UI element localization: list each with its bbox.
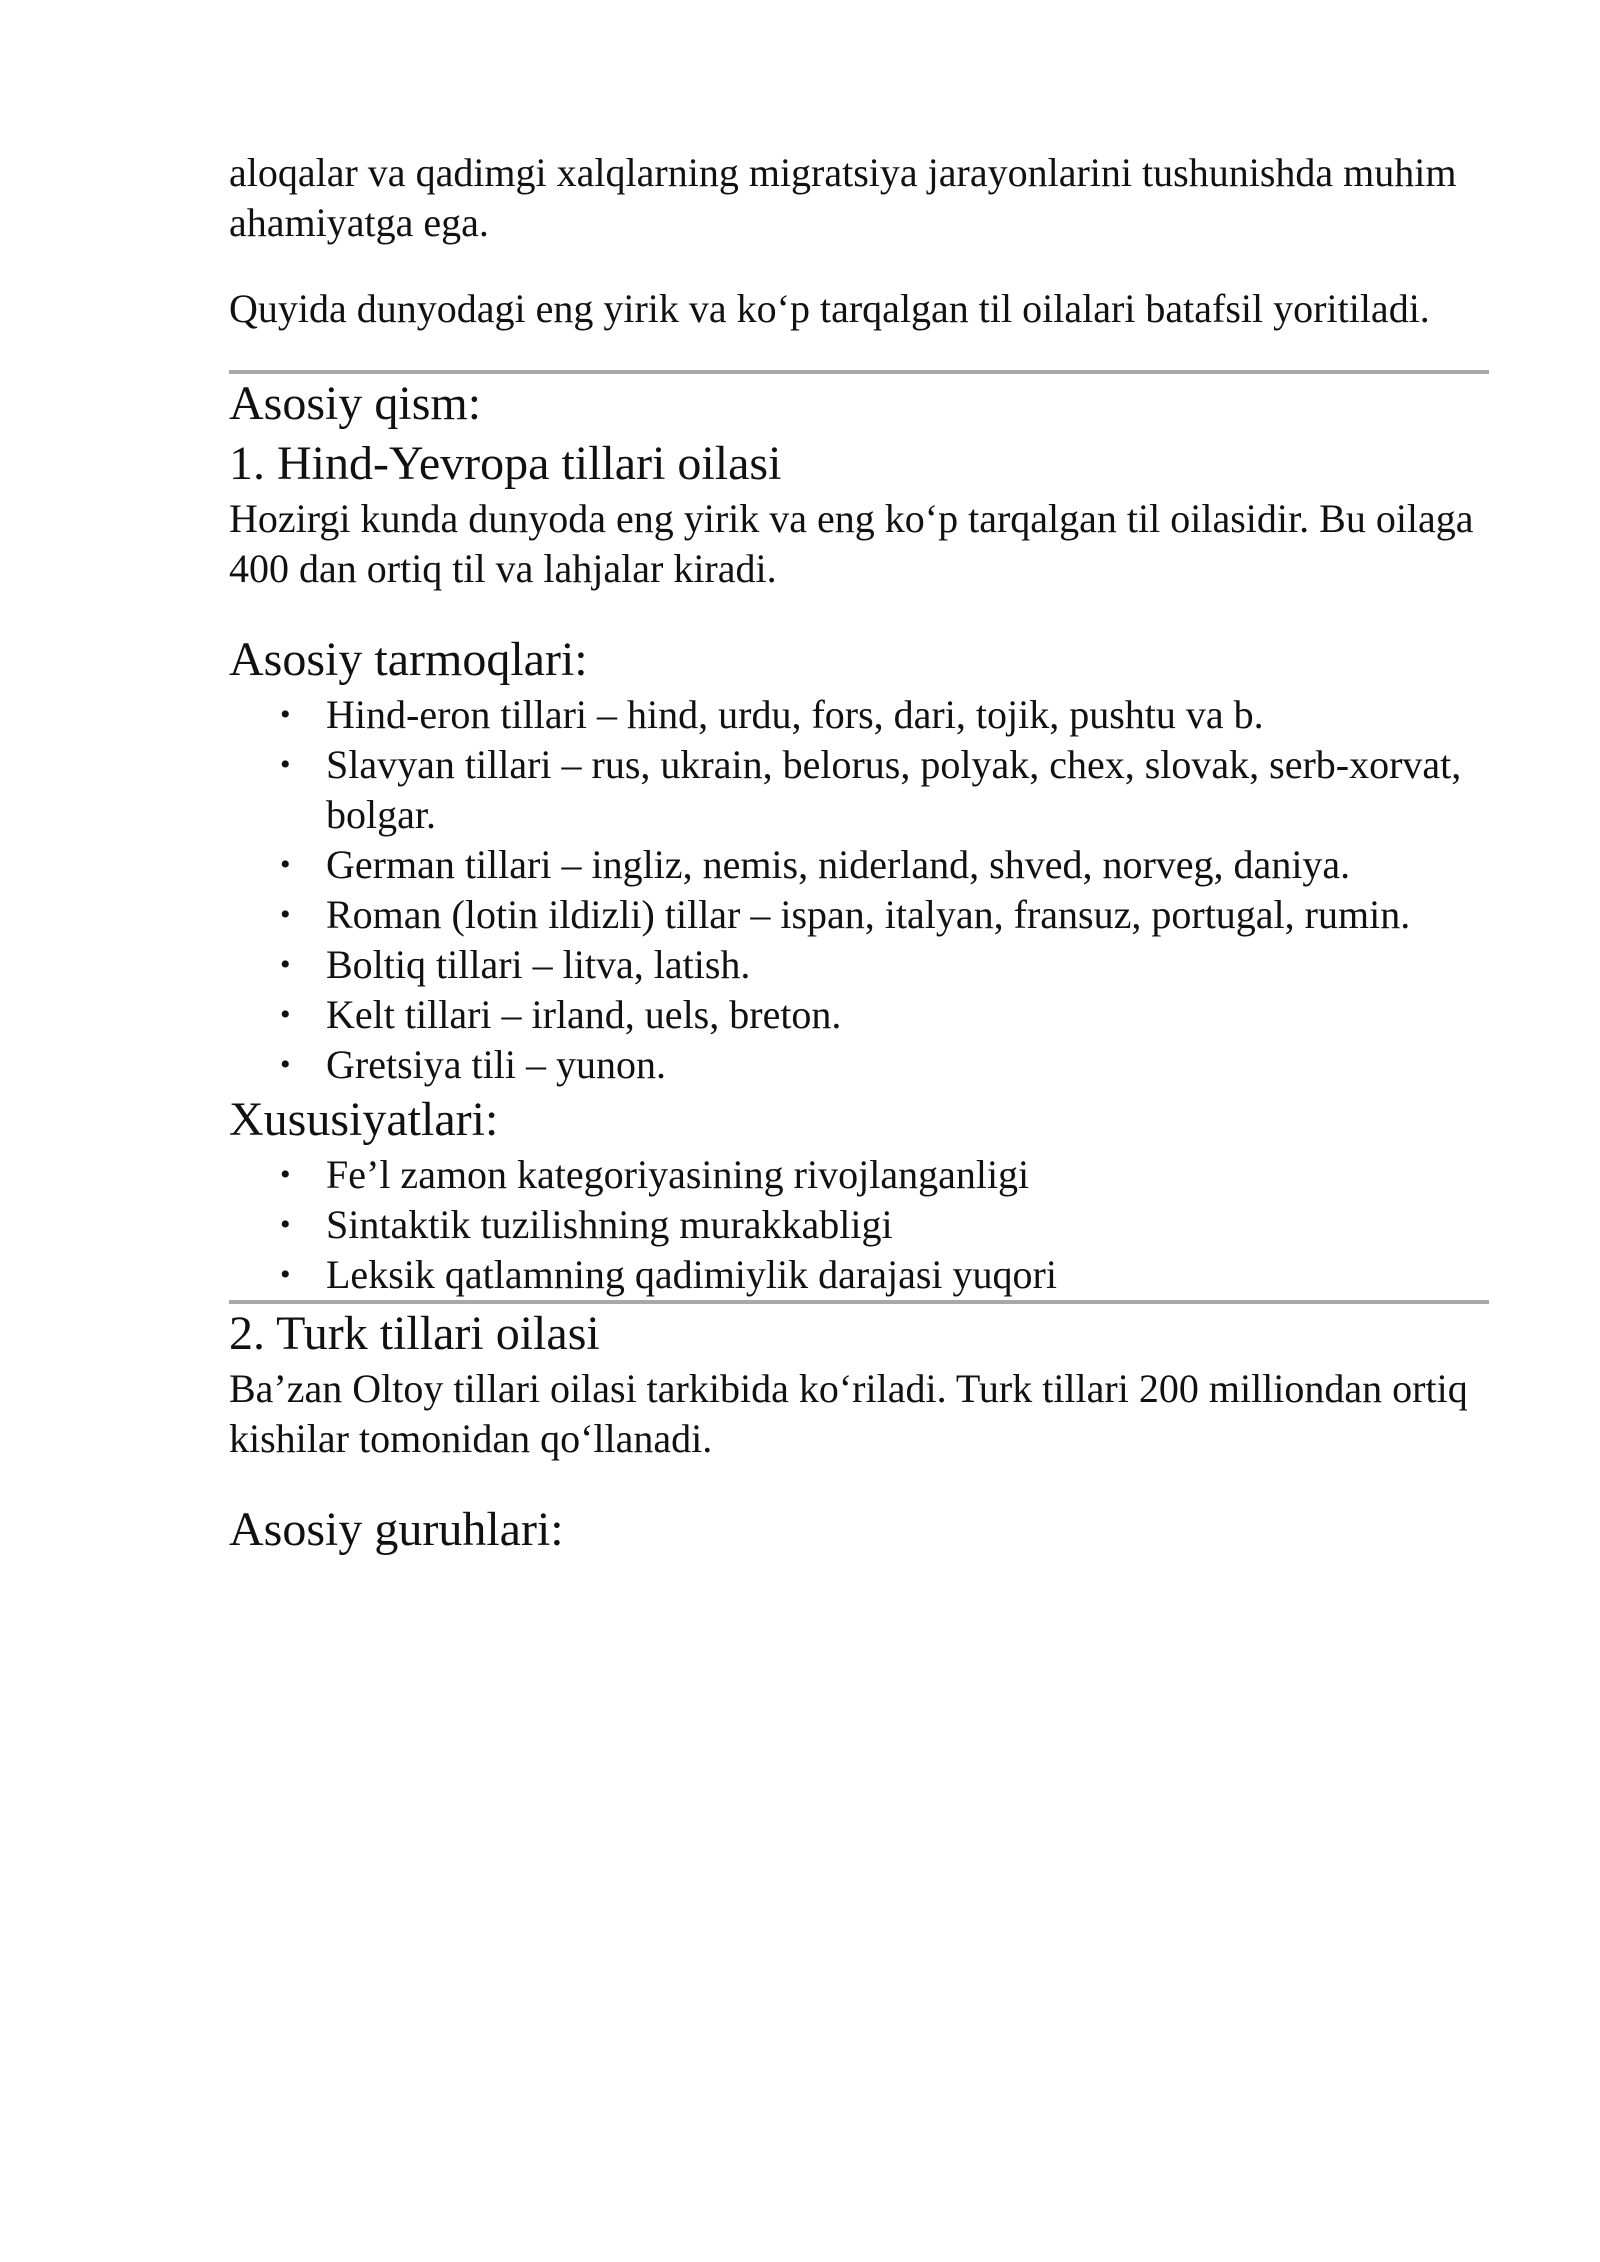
list-item xyxy=(280,690,1489,740)
section-1-paragraph: Hozirgi kunda dunyoda eng yirik va eng ko‘p tarqalgan til oilasidir. Bu oilaga 400 dan ortiq til va lahjalar kiradi. xyxy=(229,496,1474,591)
main-heading: Asosiy qism: xyxy=(229,377,482,430)
groups-heading: Asosiy guruhlari: xyxy=(229,1503,564,1556)
list-item xyxy=(280,940,1489,990)
list-item-text: Hind-eron tillari – hind, urdu, fors, dari, tojik, pushtu va b. xyxy=(326,692,1264,737)
list-item xyxy=(280,1040,1489,1090)
list-item-text: Leksik qatlamning qadimiylik darajasi yuqori xyxy=(326,1252,1057,1297)
section-1-title: 1. Hind-Yevropa tillari oilasi xyxy=(229,437,782,490)
bullet-icon: • xyxy=(280,948,291,981)
list-item xyxy=(280,1200,1489,1250)
bullet-icon: • xyxy=(280,998,291,1031)
list-item xyxy=(280,740,1489,840)
document-page xyxy=(229,148,1489,1560)
bullet-icon: • xyxy=(280,748,291,781)
section-2-paragraph: Ba’zan Oltoy tillari oilasi tarkibida ko‘riladi. Turk tillari 200 milliondan ortiq kishilar tomonidan qo‘llanadi. xyxy=(229,1366,1468,1461)
list-item-text: Gretsiya tili – yunon. xyxy=(326,1042,666,1087)
intro-paragraph-2: Quyida dunyodagi eng yirik va ko‘p tarqalgan til oilalari batafsil yoritiladi. xyxy=(229,286,1430,331)
bullet-icon: • xyxy=(280,1258,291,1291)
features-list xyxy=(229,1150,1489,1300)
list-item xyxy=(280,1250,1489,1300)
bullet-icon: • xyxy=(280,848,291,881)
list-item-text: Boltiq tillari – litva, latish. xyxy=(326,942,751,987)
intro-paragraph-1: aloqalar va qadimgi xalqlarning migratsiya jarayonlarini tushunishda muhim ahamiyatga ega. xyxy=(229,150,1457,245)
list-item-text: Sintaktik tuzilishning murakkabligi xyxy=(326,1202,893,1247)
list-item-text: Fe’l zamon kategoriyasining rivojlanganligi xyxy=(326,1152,1030,1197)
list-item-text: German tillari – ingliz, nemis, niderland, shved, norveg, daniya. xyxy=(326,842,1351,887)
list-item-text: Slavyan tillari – rus, ukrain, belorus, polyak, chex, slovak, serb-xorvat, bolgar. xyxy=(326,742,1462,837)
bullet-icon: • xyxy=(280,1208,291,1241)
list-item xyxy=(280,1150,1489,1200)
branches-heading: Asosiy tarmoqlari: xyxy=(229,633,588,686)
bullet-icon: • xyxy=(280,1048,291,1081)
list-item-text: Kelt tillari – irland, uels, breton. xyxy=(326,992,842,1037)
bullet-icon: • xyxy=(280,698,291,731)
features-heading: Xususiyatlari: xyxy=(229,1093,499,1146)
section-2-title: 2. Turk tillari oilasi xyxy=(229,1307,600,1360)
list-item xyxy=(280,890,1489,940)
bullet-icon: • xyxy=(280,898,291,931)
bullet-icon: • xyxy=(280,1158,291,1191)
branches-list xyxy=(229,690,1489,1090)
list-item xyxy=(280,840,1489,890)
list-item-text: Roman (lotin ildizli) tillar – ispan, italyan, fransuz, portugal, rumin. xyxy=(326,892,1411,937)
list-item xyxy=(280,990,1489,1040)
